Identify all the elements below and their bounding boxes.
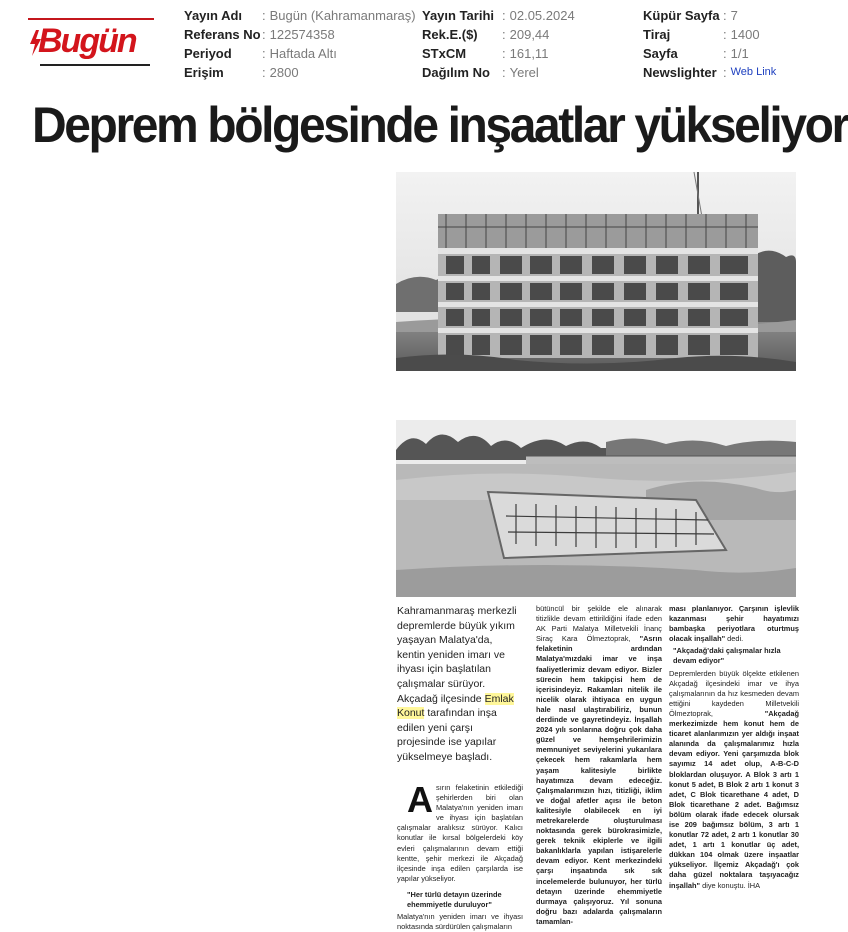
construction-building-photo [396,172,796,371]
paragraph: Malatya'nın yeniden imarı ve ihyası noktasında sürdürülen çalışmaların [397,912,523,932]
article-column-1 [397,779,523,932]
meta-row: Dağılım No : Yerel [422,65,539,80]
paragraph: ması planlanıyor. Çarşının işlevlik kazanması şehir hayatımızı bambaşka periyotlara oturtmuş olacak inşallah" dedi. [669,604,799,644]
meta-value: 02.05.2024 [509,8,575,23]
article-column-3 [669,604,799,911]
logo-text: Bugün [38,22,136,60]
meta-left [184,6,416,82]
meta-middle [422,6,575,82]
meta-row: Sayfa : 1/1 [643,46,749,61]
meta-value: 7 [730,8,738,23]
article-lead: Kahramanmaraş merkezli depremlerde büyük yıkım yaşayan Malatya'da, kentin yeniden imarı ve ihyası için başlatılan çalışmalar sürüyor. Akçadağ ilçesinde Emlak Konut tarafından inşa edilen yeni çarşı projesinde ise yapılar yükselmeye başladı. [397,605,517,763]
meta-row: Rek.E.($) : 209,44 [422,27,550,42]
meta-label: Küpür Sayfa [643,8,720,23]
meta-row: Referans No : 122574358 [184,27,335,42]
meta-row: Küpür Sayfa : 7 [643,8,738,23]
meta-label: Referans No [184,27,261,42]
logo-underline [40,64,150,66]
dropcap: A [407,779,433,820]
article-headline: Deprem bölgesinde inşaatlar yükseliyor [32,97,848,153]
meta-label: Periyod [184,46,232,61]
meta-value: Bugün (Kahramanmaraş) [269,8,416,23]
meta-label: Yayın Tarihi [422,8,495,23]
meta-row: Yayın Adı : Bugün (Kahramanmaraş) [184,8,416,23]
meta-label: Yayın Adı [184,8,243,23]
article-column-2 [536,604,662,926]
paragraph: Asırın felaketinin etkilediği şehirlerden biri olan Malatya'nın yeniden imarı ve ihyası için başlatılan çalışmalar aralıksız sürüyor. Kalıcı konutlar ile kırsal bölgelerdeki köy evleri çalışmalarının devam ettiği kentte, şehir merkezi ile Akçadağ ilçesinde inşa edilen çarşılarda ise yapılar yükseliyor. [397,779,523,883]
meta-label: Tiraj [643,27,671,42]
foundation-site-photo [396,420,796,597]
meta-row: Tiraj : 1400 [643,27,760,42]
meta-row: STxCM : 161,11 [422,46,549,61]
meta-value: 161,11 [509,46,549,61]
meta-right [643,6,776,82]
meta-label: Erişim [184,65,224,80]
meta-value: 2800 [269,65,299,80]
meta-row: Periyod : Haftada Altı [184,46,337,61]
subheading: "Akçadağ'daki çalışmalar hızla devam ediyor" [673,646,781,666]
paragraph: bütüncül bir şekilde ele alınarak titizlikle devam ettirildiğini ifade eden AK Parti Malatya Milletvekili İnanç Siraç Kara Ölmeztoprak, "Asrın felaketinin ardından Malatya'mızdaki imar ve inşa faaliyetlerimiz devam ediyor. Bizler sürecin hem takipçisi hem de içerisindeyiz. Rakamları nitelik ile nicelik olarak ihtiyaca en uygun hale nasıl ulaştırabiliriz, bunun derdinde ve gayretindeyiz. İnşallah 2024 yılı sonlarına doğru çok daha güzel ve hemşehrilerimizin memnuniyet seviyelerini yukarılara çekecek hem rakamlarla hem yaşam kalitesiyle birlikte hayatımıza devam edeceğiz. Çalışmalarımızın hızı, titizliği, iklim ve doğal afetler açısı ile beton kalitesiyle olabilecek en iyi metrekarelerde oluşturulması noktasında gerek bürokrasimizle, gerek teknik ekiplerle ve ilgili bakanlıklarla yapılan istişarelerle devam ediyor. Kent merkezindeki çarşı inşaatında sık sık incelemelerde bulunuyor, her türlü detayın üzerinde ehemmiyetle durmaya çalışıyoruz. Yıl sonuna doğru bazı adalarda çalışmaların tamamlan- [536,604,662,926]
meta-value: Haftada Altı [269,46,337,61]
meta-label: STxCM [422,46,467,61]
meta-row: Erişim : 2800 [184,65,299,80]
paragraph: Depremlerden büyük ölçekte etkilenen Akçadağ ilçesindeki imar ve ihya çalışmalarının da hız kesmeden devam ettiğini kaydeden Milletvekili Ölmeztoprak, "Akçadağ merkezimizde hem konut hem de ticaret alanlarımızın yer aldığı inşaat alanında da çalışmalarımız hızla devam ediyor. Yeni çarşımızda blok sayımız 14 adet olup, A-B-C-D bloklardan oluşuyor. A Blok 3 artı 1 konut 5 adet, B Blok 2 artı 1 konut 3 adet, C Blok ticarethane 4 adet, D Blok ticarethane 2 adet. Bağımsız bölüm olarak ifade edecek olursak ise 209 bağımsız bölüm, 3 artı 1 konutlar 72 adet, 2 artı 1 konutlar 30 adet, 1 artı 1 konutlar üç adet, dükkan 104 olmak üzere inşaatlar yükseliyor. İlçemiz Akçadağ'ı çok daha güzel noktalara taşıyacağız inşallah" diye konuştu. İHA [669,668,799,890]
meta-value: 1/1 [730,46,749,61]
meta-value: 209,44 [509,27,550,42]
meta-value: Yerel [509,65,539,80]
meta-value: 1400 [730,27,760,42]
meta-label: Sayfa [643,46,678,61]
meta-value: 122574358 [269,27,335,42]
meta-label: Rek.E.($) [422,27,478,42]
meta-label: Dağılım No [422,65,490,80]
publication-logo [26,14,158,66]
logo-rule [28,18,154,20]
subheading: "Her türlü detayın üzerinde ehemmiyetle duruluyor" [407,889,502,910]
highlighted-term: Emlak Konut [397,692,514,720]
meta-row: Yayın Tarihi : 02.05.2024 [422,8,575,23]
meta-label: Newslighter [643,65,717,80]
meta-row: Newslighter : Web Link [643,65,777,80]
web-link[interactable]: Web Link [730,66,777,78]
